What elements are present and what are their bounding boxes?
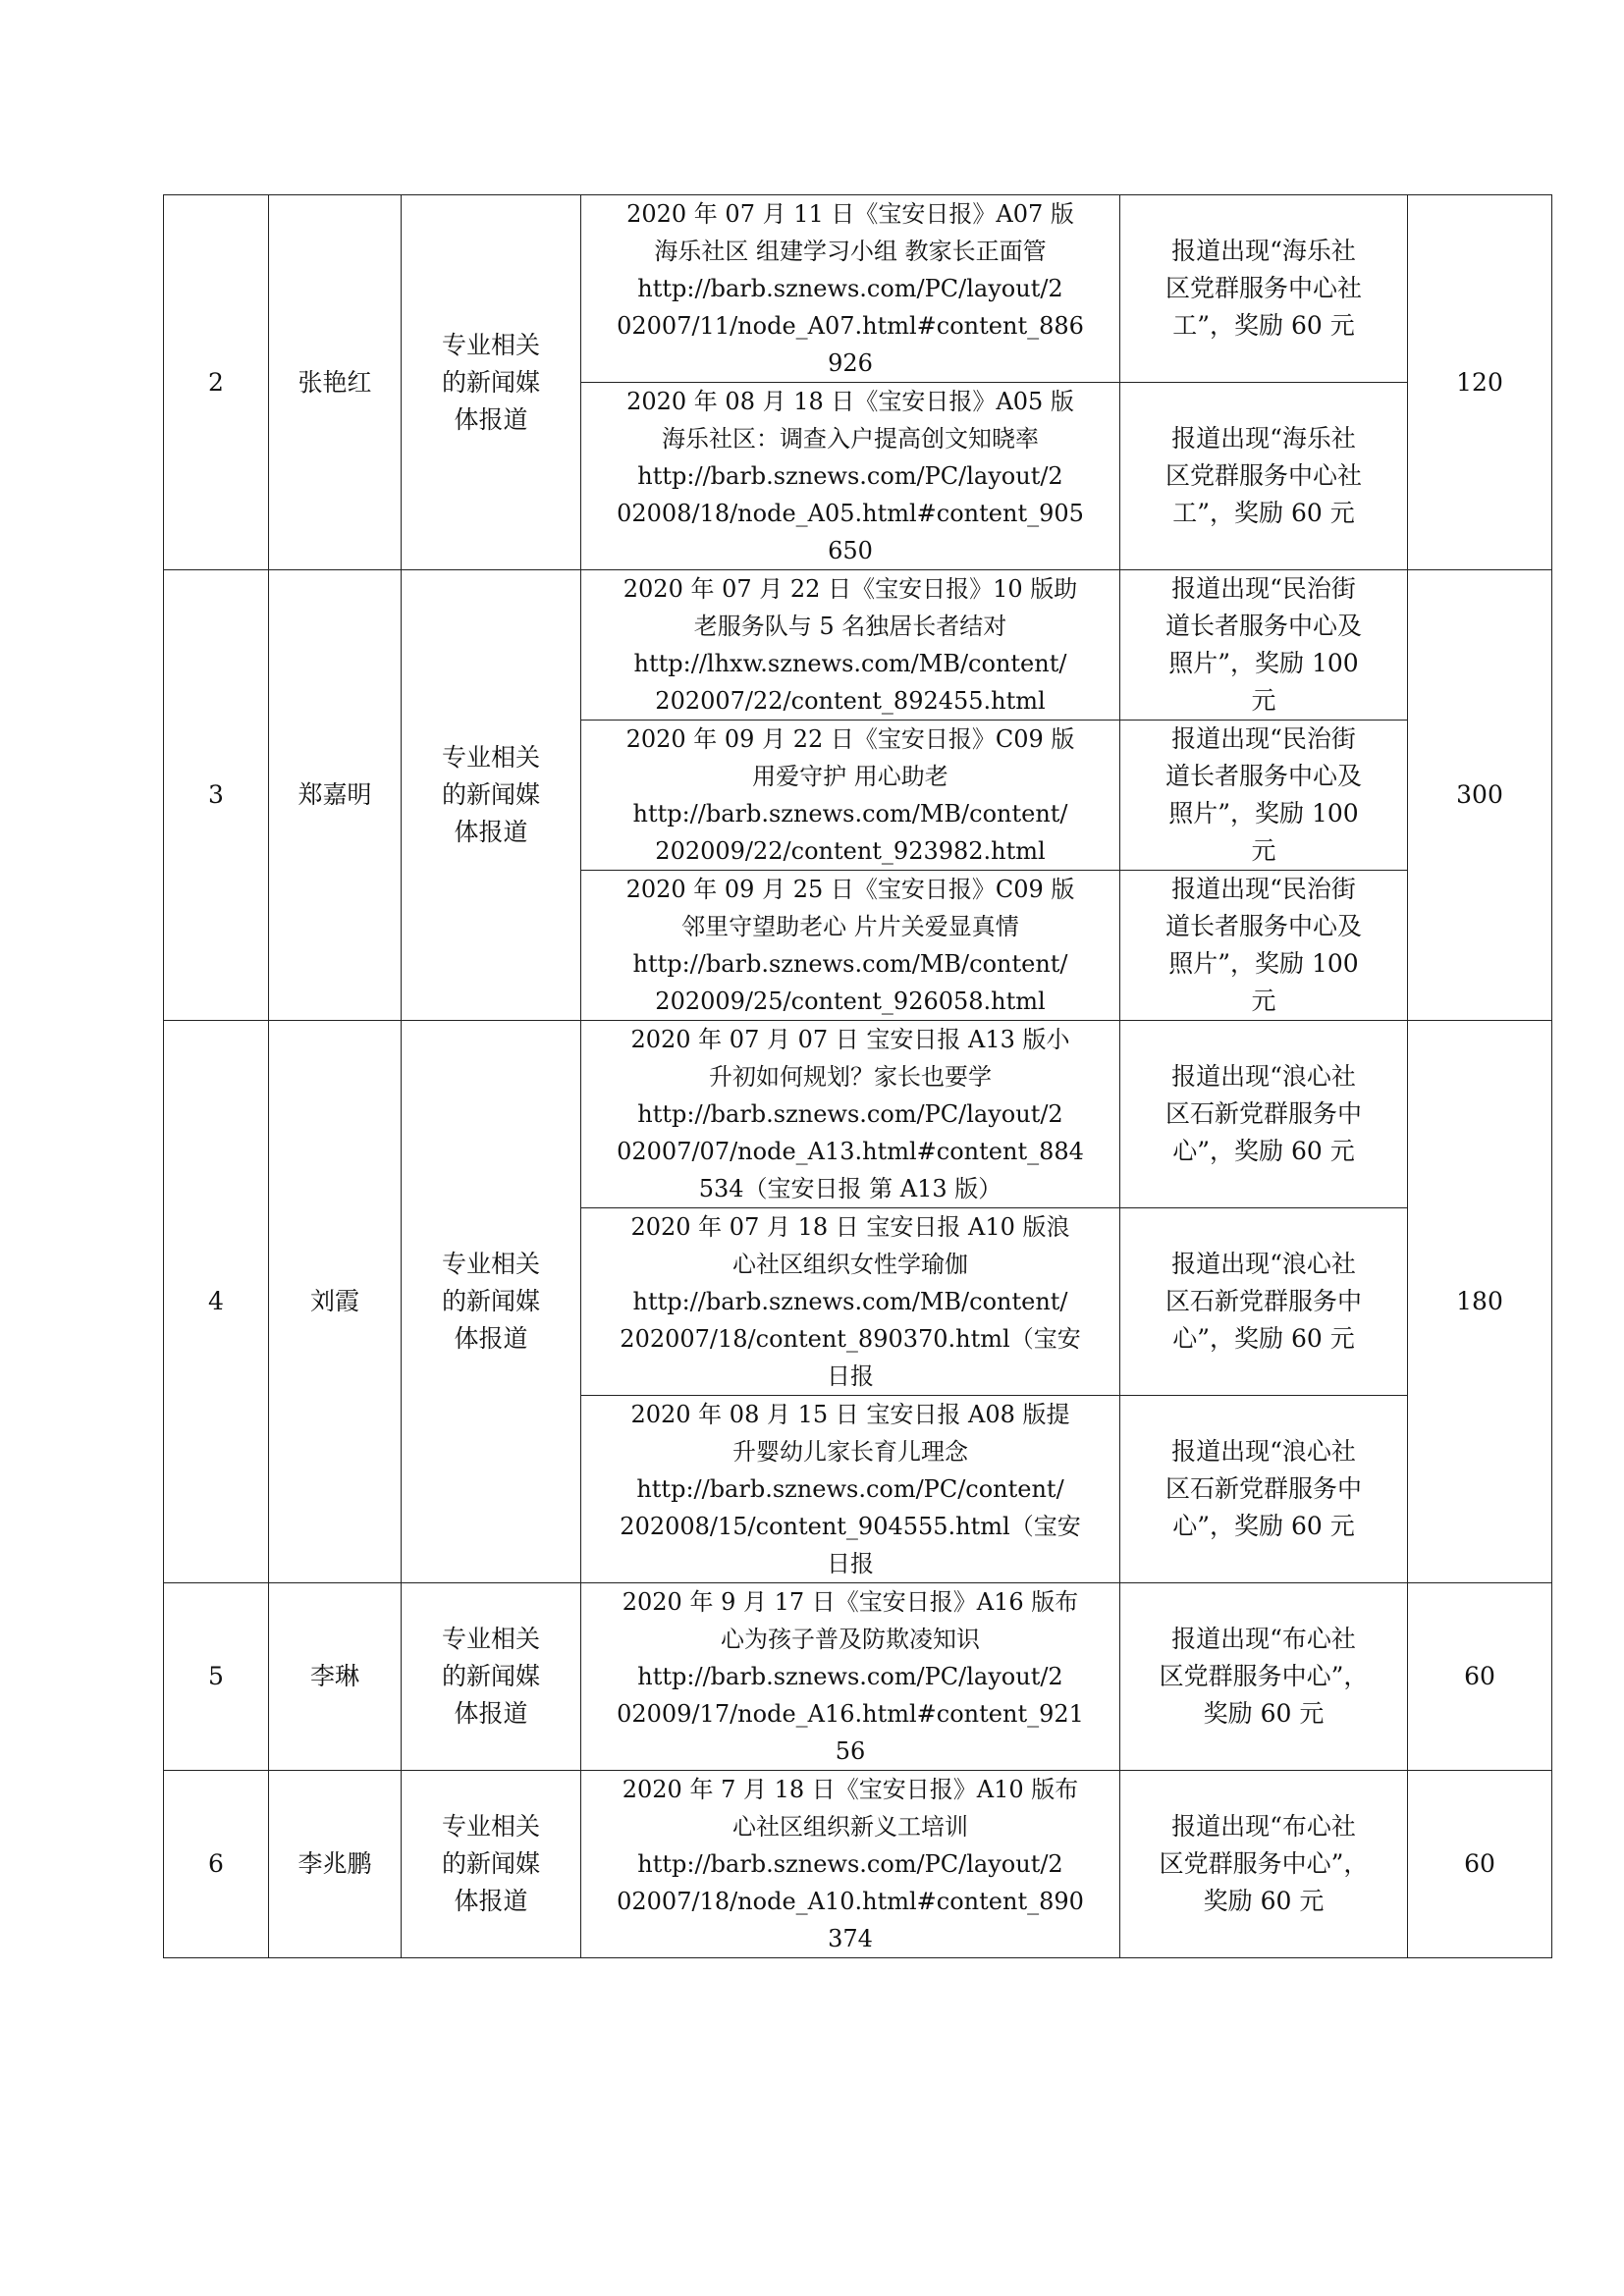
award-note-line: 区党群服务中心”，	[1159, 1849, 1369, 1878]
report-type-line: 的新闻媒	[441, 367, 540, 397]
report-type-cell	[402, 1583, 581, 1771]
report-detail-cell	[581, 1583, 1120, 1771]
award-note-line: 报道出现“民治街	[1171, 724, 1356, 753]
award-note-cell	[1120, 570, 1408, 721]
award-note-line: 报道出现“浪心社	[1171, 1062, 1356, 1091]
award-note-line: 元	[1251, 836, 1276, 865]
award-note-line: 照片”，奖励 100	[1168, 949, 1359, 978]
award-note-line: 奖励 60 元	[1203, 1699, 1325, 1728]
person-name-cell: 刘霞	[269, 1021, 402, 1583]
report-detail-line: http://lhxw.sznews.com/MB/content/	[633, 650, 1067, 677]
award-note-line: 道长者服务中心及	[1164, 612, 1362, 640]
report-detail-line: 02007/07/node_A13.html#content_884	[617, 1138, 1084, 1165]
award-note-line: 照片”，奖励 100	[1168, 799, 1359, 828]
report-type-line: 体报道	[454, 1699, 528, 1728]
report-detail-line: 心为孩子普及防欺凌知识	[721, 1626, 980, 1653]
serial-number-cell: 4	[164, 1021, 269, 1583]
report-detail-line: http://barb.sznews.com/MB/content/	[632, 950, 1068, 978]
award-total-cell: 300	[1408, 570, 1552, 1021]
award-total-cell: 60	[1408, 1771, 1552, 1958]
report-detail-line: 2020 年 9 月 17 日《宝安日报》A16 版布	[622, 1588, 1079, 1616]
report-detail-line: 2020 年 09 月 22 日《宝安日报》C09 版	[625, 725, 1075, 753]
award-note-cell	[1120, 721, 1408, 871]
award-note-cell	[1120, 383, 1408, 570]
report-detail-line: http://barb.sznews.com/PC/content/	[636, 1475, 1064, 1503]
report-detail-line: 升初如何规划？家长也要学	[709, 1063, 992, 1091]
award-note-cell	[1120, 1771, 1408, 1958]
report-type-line: 体报道	[454, 818, 528, 846]
award-note-line: 区党群服务中心”，	[1159, 1662, 1369, 1690]
report-detail-line: 202007/18/content_890370.html（宝安	[620, 1325, 1081, 1353]
report-detail-line: 202008/15/content_904555.html（宝安	[620, 1513, 1081, 1540]
award-note-line: 元	[1251, 987, 1276, 1015]
report-detail-line: 534（宝安日报 第 A13 版）	[698, 1175, 1002, 1202]
report-detail-cell	[581, 570, 1120, 721]
report-detail-line: 202009/25/content_926058.html	[655, 988, 1046, 1015]
report-detail-line: http://barb.sznews.com/PC/layout/2	[637, 275, 1063, 302]
award-note-line: 报道出现“布心社	[1171, 1625, 1356, 1653]
award-note-line: 心”，奖励 60 元	[1172, 1512, 1355, 1540]
report-detail-line: 日报	[827, 1550, 874, 1577]
report-detail-line: 02008/18/node_A05.html#content_905	[617, 500, 1084, 527]
report-type-cell	[402, 570, 581, 1021]
award-note-line: 道长者服务中心及	[1164, 912, 1362, 940]
report-detail-cell	[581, 721, 1120, 871]
award-total-cell: 60	[1408, 1583, 1552, 1771]
report-type-line: 专业相关	[441, 330, 540, 359]
table-row	[164, 1771, 1552, 1958]
award-total-cell: 120	[1408, 195, 1552, 570]
table-row	[164, 1021, 1552, 1208]
report-detail-line: 374	[828, 1925, 873, 1952]
report-type-line: 专业相关	[441, 1625, 540, 1653]
report-detail-line: 海乐社区 组建学习小组 教家长正面管	[654, 238, 1047, 265]
report-detail-cell	[581, 1208, 1120, 1396]
report-type-cell	[402, 1021, 581, 1583]
person-name-cell: 李琳	[269, 1583, 402, 1771]
award-note-line: 工”，奖励 60 元	[1172, 311, 1355, 340]
report-detail-line: 650	[828, 537, 873, 564]
report-detail-line: 2020 年 07 月 07 日 宝安日报 A13 版小	[630, 1026, 1070, 1053]
report-detail-line: 202009/22/content_923982.html	[655, 837, 1046, 865]
report-detail-line: 老服务队与 5 名独居长者结对	[693, 613, 1007, 640]
report-detail-line: 2020 年 7 月 18 日《宝安日报》A10 版布	[622, 1776, 1079, 1803]
person-name-cell: 郑嘉明	[269, 570, 402, 1021]
report-type-line: 的新闻媒	[441, 1662, 540, 1690]
report-detail-line: 56	[835, 1737, 866, 1765]
report-detail-line: 2020 年 07 月 18 日 宝安日报 A10 版浪	[630, 1213, 1070, 1241]
report-detail-line: 2020 年 08 月 15 日 宝安日报 A08 版提	[630, 1401, 1070, 1428]
serial-number-cell: 5	[164, 1583, 269, 1771]
report-detail-line: 926	[828, 349, 873, 377]
report-detail-line: 02007/18/node_A10.html#content_890	[617, 1888, 1084, 1915]
report-detail-line: 202007/22/content_892455.html	[655, 687, 1046, 715]
award-note-line: 报道出现“浪心社	[1171, 1250, 1356, 1278]
award-note-cell	[1120, 195, 1408, 383]
report-type-cell	[402, 1771, 581, 1958]
award-note-cell	[1120, 1583, 1408, 1771]
report-detail-line: 海乐社区：调查入户提高创文知晓率	[662, 425, 1039, 453]
table-row	[164, 195, 1552, 383]
report-detail-line: 用爱守护 用心助老	[752, 763, 948, 790]
report-detail-line: http://barb.sznews.com/MB/content/	[632, 800, 1068, 828]
table-body	[164, 195, 1552, 1958]
award-note-line: 奖励 60 元	[1203, 1887, 1325, 1915]
table-row	[164, 570, 1552, 721]
report-detail-line: http://barb.sznews.com/MB/content/	[632, 1288, 1068, 1315]
award-note-cell	[1120, 871, 1408, 1021]
news-report-award-table	[163, 194, 1552, 1958]
award-note-cell	[1120, 1396, 1408, 1583]
serial-number-cell: 3	[164, 570, 269, 1021]
award-note-line: 区党群服务中心社	[1164, 461, 1362, 490]
award-note-line: 道长者服务中心及	[1164, 762, 1362, 790]
report-detail-cell	[581, 1021, 1120, 1208]
person-name-cell: 张艳红	[269, 195, 402, 570]
award-note-line: 报道出现“民治街	[1171, 875, 1356, 903]
award-note-line: 心”，奖励 60 元	[1172, 1324, 1355, 1353]
report-detail-line: 日报	[827, 1362, 874, 1390]
award-note-line: 区石新党群服务中	[1164, 1287, 1362, 1315]
report-detail-line: http://barb.sznews.com/PC/layout/2	[637, 1850, 1063, 1878]
award-note-cell	[1120, 1208, 1408, 1396]
report-detail-cell	[581, 1771, 1120, 1958]
report-detail-line: 升婴幼儿家长育儿理念	[732, 1438, 968, 1466]
report-detail-cell	[581, 383, 1120, 570]
report-type-line: 专业相关	[441, 1812, 540, 1841]
award-note-line: 区石新党群服务中	[1164, 1099, 1362, 1128]
report-type-line: 专业相关	[441, 743, 540, 772]
report-detail-line: 2020 年 09 月 25 日《宝安日报》C09 版	[625, 876, 1075, 903]
report-detail-cell	[581, 1396, 1120, 1583]
report-type-line: 的新闻媒	[441, 780, 540, 809]
award-total-cell: 180	[1408, 1021, 1552, 1583]
report-detail-line: 心社区组织新义工培训	[732, 1813, 968, 1841]
table-row	[164, 1583, 1552, 1771]
report-detail-line: 02007/11/node_A07.html#content_886	[617, 312, 1084, 340]
report-detail-line: http://barb.sznews.com/PC/layout/2	[637, 1100, 1063, 1128]
award-note-cell	[1120, 1021, 1408, 1208]
report-type-line: 体报道	[454, 1324, 528, 1353]
report-detail-line: 2020 年 07 月 22 日《宝安日报》10 版助	[623, 575, 1078, 603]
report-type-line: 体报道	[454, 1887, 528, 1915]
report-detail-line: 02009/17/node_A16.html#content_921	[617, 1700, 1084, 1728]
report-detail-cell	[581, 871, 1120, 1021]
report-type-line: 的新闻媒	[441, 1849, 540, 1878]
person-name-cell: 李兆鹏	[269, 1771, 402, 1958]
award-note-line: 区石新党群服务中	[1164, 1474, 1362, 1503]
award-note-line: 心”，奖励 60 元	[1172, 1137, 1355, 1165]
report-type-cell	[402, 195, 581, 570]
report-detail-line: 2020 年 07 月 11 日《宝安日报》A07 版	[626, 200, 1074, 228]
report-detail-line: 邻里守望助老心 片片关爱显真情	[681, 913, 1019, 940]
serial-number-cell: 6	[164, 1771, 269, 1958]
report-detail-cell	[581, 195, 1120, 383]
award-note-line: 报道出现“民治街	[1171, 574, 1356, 603]
report-detail-line: 2020 年 08 月 18 日《宝安日报》A05 版	[626, 388, 1074, 415]
serial-number-cell: 2	[164, 195, 269, 570]
award-note-line: 报道出现“海乐社	[1171, 237, 1356, 265]
award-note-line: 报道出现“布心社	[1171, 1812, 1356, 1841]
award-note-line: 工”，奖励 60 元	[1172, 499, 1355, 527]
award-note-line: 区党群服务中心社	[1164, 274, 1362, 302]
report-detail-line: http://barb.sznews.com/PC/layout/2	[637, 462, 1063, 490]
report-type-line: 的新闻媒	[441, 1287, 540, 1315]
report-detail-line: http://barb.sznews.com/PC/layout/2	[637, 1663, 1063, 1690]
report-type-line: 体报道	[454, 404, 528, 434]
award-note-line: 照片”，奖励 100	[1168, 649, 1359, 677]
award-note-line: 元	[1251, 686, 1276, 715]
award-note-line: 报道出现“海乐社	[1171, 424, 1356, 453]
report-detail-line: 心社区组织女性学瑜伽	[732, 1251, 968, 1278]
report-type-line: 专业相关	[441, 1250, 540, 1278]
award-note-line: 报道出现“浪心社	[1171, 1437, 1356, 1466]
